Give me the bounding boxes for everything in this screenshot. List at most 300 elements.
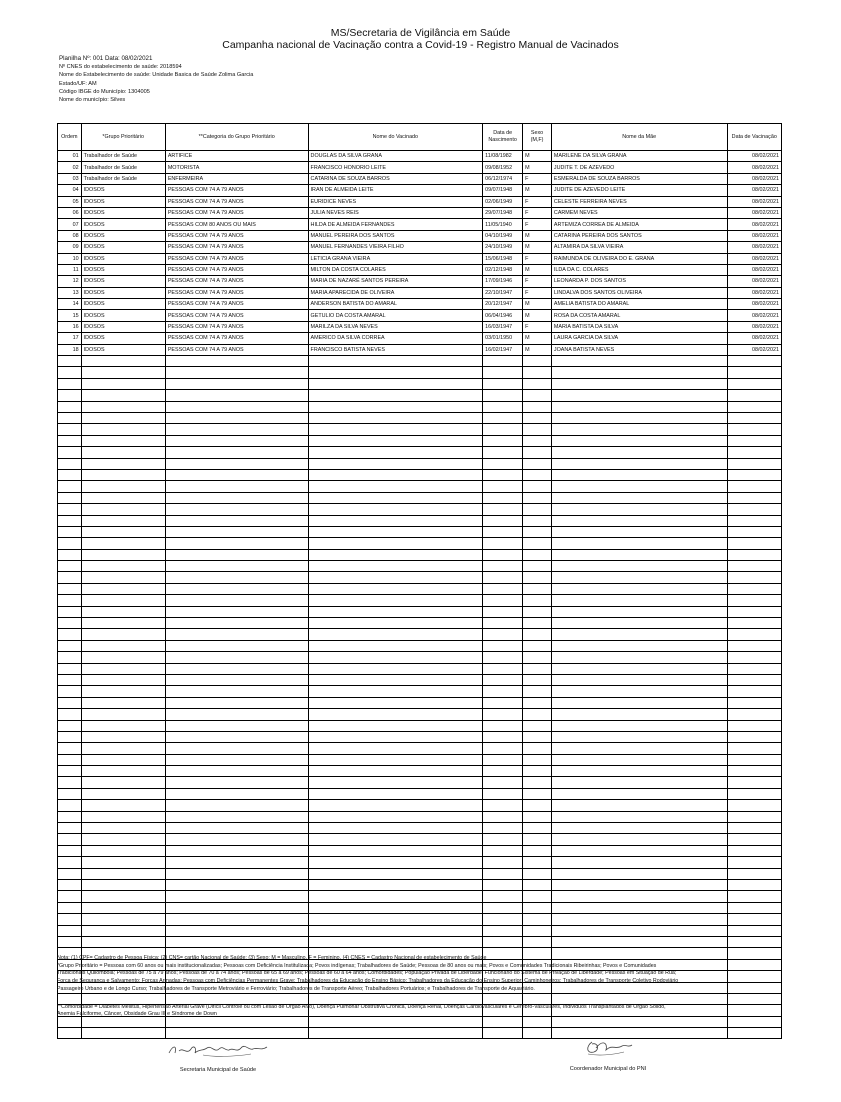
cell-ordem [58,390,82,401]
table-body [58,151,782,1039]
cell-mae [551,823,727,834]
cell-grupo [81,401,165,412]
cell-grupo: IDOSOS [81,230,165,241]
table-row-empty [58,435,782,446]
cell-grupo: IDOSOS [81,264,165,275]
signature-label-right: Coordenador Municipal do PNI [569,1066,647,1072]
cell-nascimento [483,504,523,515]
cell-ordem [58,811,82,822]
cell-nome: DOUGLAS DA SILVA GRANA [308,151,483,162]
cell-mae [551,925,727,936]
cell-nascimento: 06/12/1974 [483,173,523,184]
cell-mae: JUDITE DE AZEVEDO LEITE [551,185,727,196]
table-row-empty [58,743,782,754]
cell-mae [551,435,727,446]
cell-vacinacao [727,629,781,640]
cell-ordem [58,618,82,629]
cell-grupo: IDOSOS [81,219,165,230]
cell-nascimento [483,936,523,947]
cell-sexo [523,378,552,389]
table-row-empty [58,777,782,788]
table-row-empty [58,458,782,469]
cell-nome [308,618,483,629]
cell-ordem [58,800,82,811]
cell-vacinacao [727,447,781,458]
table-row-empty [58,891,782,902]
col-header-grupo: *Grupo Prioritário [81,124,165,151]
cell-nome: MANUEL FERNANDES VIEIRA FILHO [308,242,483,253]
cell-nascimento [483,754,523,765]
cell-nascimento: 11/08/1982 [483,151,523,162]
table-row-empty [58,788,782,799]
cell-vacinacao [727,595,781,606]
cell-mae: ROSA DA COSTA AMARAL [551,310,727,321]
cell-sexo [523,652,552,663]
cell-categoria [165,766,308,777]
table-row-empty [58,834,782,845]
cell-vacinacao: 08/02/2021 [727,242,781,253]
cell-categoria [165,845,308,856]
note-grupo-3: Força de Segurança e Salvamento; Forças Armadas; Pessoas com Deficiências Permanentes Grave; Trabalhadores da Educação do Ensino Básico; Trabalhadores da Educação do Ensino Superior; Caminhoneiros; Trabalhadores de Transporte Coletivo Rodoviário [57,978,679,985]
cell-nome [308,561,483,572]
cell-mae [551,595,727,606]
cell-grupo: IDOSOS [81,344,165,355]
cell-grupo [81,925,165,936]
cell-ordem [58,515,82,526]
cell-nascimento [483,515,523,526]
table-row-empty [58,367,782,378]
cell-mae [551,766,727,777]
cell-sexo [523,914,552,925]
cell-nascimento [483,629,523,640]
cell-ordem [58,731,82,742]
cell-grupo [81,606,165,617]
cell-nome: GETULIO DA COSTA AMARAL [308,310,483,321]
cell-mae [551,561,727,572]
cell-grupo [81,481,165,492]
cell-sexo [523,469,552,480]
cell-nascimento: 04/10/1949 [483,230,523,241]
cell-categoria [165,720,308,731]
cell-ordem [58,720,82,731]
cell-vacinacao [727,469,781,480]
cell-mae [551,538,727,549]
cell-sexo [523,504,552,515]
cell-nascimento [483,378,523,389]
cell-nascimento: 02/06/1949 [483,196,523,207]
cell-sexo [523,515,552,526]
table-row [58,196,782,207]
vaccination-register-table [57,123,782,1039]
cell-ordem [58,367,82,378]
cell-grupo [81,424,165,435]
cell-nascimento [483,595,523,606]
cell-mae: CATARINA PEREIRA DOS SANTOS [551,230,727,241]
cell-ordem: 17 [58,333,82,344]
cell-categoria [165,356,308,367]
cell-grupo [81,652,165,663]
cell-nome [308,401,483,412]
cell-mae: LINDALVA DOS SANTOS OLIVEIRA [551,287,727,298]
planilha-info: Planilha Nº: 001 Data: 08/02/2021 [59,55,153,62]
cell-ordem: 13 [58,287,82,298]
cell-sexo [523,823,552,834]
cell-ordem: 02 [58,162,82,173]
cell-mae [551,914,727,925]
cell-nascimento [483,800,523,811]
note-comorbidade-2: Anemia Falciforme, Câncer, Obsidade Grau III e Síndrome de Down [57,1011,217,1018]
cell-ordem [58,845,82,856]
cell-vacinacao [727,754,781,765]
table-row-empty [58,378,782,389]
cell-nome [308,572,483,583]
table-row-empty [58,868,782,879]
cell-categoria [165,606,308,617]
cell-grupo [81,515,165,526]
cell-categoria: PESSOAS COM 74 A 79 ANOS [165,242,308,253]
cell-vacinacao [727,674,781,685]
cell-sexo: M [523,230,552,241]
cell-categoria: ENFERMEIRA [165,173,308,184]
table-row-empty [58,845,782,856]
cell-sexo [523,390,552,401]
cell-ordem: 07 [58,219,82,230]
note-comorbidade-1: **Comorbidade = Diabetes Mellitus, Hipertensão Arterial Grave (Difícil Controle ou com Lesão de Orgão Alvo), Doença Pulmonar Obstrutiva Crônica, Doença Renal, Doenças Cardiovasculares e Cerebro-Vasculares, Individuos Transplantados de Orgão Sólido, [57,1003,666,1010]
cell-vacinacao [727,834,781,845]
cell-nome [308,595,483,606]
cell-sexo [523,481,552,492]
cell-grupo [81,447,165,458]
cell-grupo [81,549,165,560]
cell-nome [308,766,483,777]
cell-sexo [523,663,552,674]
municipality-name: Nome do município: Silves [59,97,126,104]
col-header-sexo: Sexo (M,F) [523,124,552,151]
cell-ordem [58,538,82,549]
cell-mae [551,458,727,469]
cell-vacinacao [727,743,781,754]
form-title-line1: MS/Secretaria de Vigilância em Saúde [330,27,511,39]
cell-nome [308,800,483,811]
cell-nascimento [483,526,523,537]
cell-grupo [81,845,165,856]
cell-nascimento [483,583,523,594]
table-row-empty [58,857,782,868]
cell-mae: MARILENE DA SILVA GRANA [551,151,727,162]
cell-sexo [523,401,552,412]
table-row [58,287,782,298]
cell-grupo [81,378,165,389]
cell-grupo [81,743,165,754]
table-row-empty [58,914,782,925]
cell-ordem [58,458,82,469]
cell-sexo: F [523,173,552,184]
table-row [58,173,782,184]
cell-mae [551,378,727,389]
cell-mae [551,469,727,480]
cell-grupo [81,458,165,469]
table-row-empty [58,469,782,480]
cell-nascimento [483,549,523,560]
cell-sexo: M [523,333,552,344]
cell-mae: JOANA BATISTA NEVES [551,344,727,355]
cell-mae [551,424,727,435]
cell-sexo [523,583,552,594]
cell-nascimento [483,652,523,663]
cell-nascimento: 29/07/1948 [483,207,523,218]
table-row-empty [58,674,782,685]
cell-vacinacao [727,914,781,925]
cell-sexo [523,356,552,367]
cell-mae: ARTEMIZA CORREA DE ALMEIDA [551,219,727,230]
cell-mae [551,618,727,629]
cell-grupo: IDOSOS [81,207,165,218]
cell-ordem [58,686,82,697]
table-row-empty [58,595,782,606]
ibge-code: Código IBGE do Município: 1304005 [59,88,150,95]
cell-categoria: PESSOAS COM 74 A 79 ANOS [165,333,308,344]
cell-sexo [523,458,552,469]
cell-grupo [81,720,165,731]
cell-nome [308,629,483,640]
cell-grupo: IDOSOS [81,299,165,310]
cell-categoria [165,880,308,891]
note-grupo-1: *Grupo Prioritário = Pessoas com 60 anos ou mais institucionalizadas; Pessoas com Deficiência Institulizada; Povos indígenas; Trabalhadores de Saúde; Pessoas de 80 anos ou mais; Povos e Comunidades Tradicionais Ribeirinhas; Povos e Comunidades [57,962,657,969]
cell-ordem: 04 [58,185,82,196]
cell-sexo [523,902,552,913]
cell-grupo [81,868,165,879]
note-grupo-4: Passageiro Urbano e de Longo Curso; Trabalhadores de Transporte Metroviário e Ferroviário; Trabalhadores de Transporte Aéreo; Trabalhadores Portuários; e Trabalhadores de Transporte de Aquaviário. [57,985,535,992]
cell-nome [308,834,483,845]
cell-grupo [81,367,165,378]
cell-ordem [58,777,82,788]
cell-nascimento: 16/03/1947 [483,321,523,332]
cell-nome [308,1028,483,1039]
cell-categoria [165,424,308,435]
cell-vacinacao [727,424,781,435]
cell-ordem [58,606,82,617]
cell-nome [308,823,483,834]
cell-categoria [165,823,308,834]
cell-nascimento [483,902,523,913]
cell-sexo: M [523,242,552,253]
cell-sexo [523,936,552,947]
table-row-empty [58,412,782,423]
cell-categoria [165,583,308,594]
cell-mae [551,481,727,492]
cell-vacinacao: 08/02/2021 [727,264,781,275]
cell-nascimento [483,697,523,708]
cell-ordem [58,914,82,925]
cell-ordem [58,697,82,708]
cell-vacinacao [727,561,781,572]
cell-nome [308,868,483,879]
cell-nome [308,447,483,458]
cell-grupo [81,595,165,606]
table-row [58,242,782,253]
cell-nascimento [483,481,523,492]
table-header-row [58,124,782,151]
cell-ordem: 08 [58,230,82,241]
cell-nome [308,424,483,435]
cell-vacinacao [727,618,781,629]
cell-vacinacao: 08/02/2021 [727,207,781,218]
cell-nome [308,811,483,822]
cell-mae [551,686,727,697]
cell-categoria [165,435,308,446]
table-row [58,253,782,264]
cell-ordem [58,561,82,572]
table-row [58,230,782,241]
cell-categoria [165,674,308,685]
cell-vacinacao: 08/02/2021 [727,321,781,332]
cell-nascimento [483,857,523,868]
cell-categoria [165,401,308,412]
cell-ordem [58,834,82,845]
cell-categoria [165,936,308,947]
cell-nome [308,663,483,674]
cell-nome [308,731,483,742]
cell-nome [308,481,483,492]
table-row-empty [58,709,782,720]
cell-sexo [523,697,552,708]
cell-grupo [81,538,165,549]
cell-mae: ALTAMIRA DA SILVA VIEIRA [551,242,727,253]
cell-vacinacao [727,811,781,822]
cell-vacinacao [727,640,781,651]
cell-vacinacao [727,504,781,515]
cell-mae [551,504,727,515]
table-row-empty [58,618,782,629]
table-row-empty [58,800,782,811]
cell-vacinacao [727,549,781,560]
table-row-empty [58,424,782,435]
cell-ordem [58,378,82,389]
cell-nome: AMERICO DA SILVA CORREA [308,333,483,344]
cell-ordem: 09 [58,242,82,253]
cell-grupo [81,834,165,845]
cell-categoria: PESSOAS COM 74 A 79 ANOS [165,185,308,196]
cell-ordem [58,401,82,412]
cell-categoria [165,549,308,560]
cell-vacinacao: 08/02/2021 [727,333,781,344]
cell-ordem: 18 [58,344,82,355]
cell-mae [551,845,727,856]
table-row [58,276,782,287]
cell-categoria [165,412,308,423]
cell-sexo: F [523,253,552,264]
cell-nascimento: 02/12/1948 [483,264,523,275]
cell-categoria [165,914,308,925]
cell-vacinacao [727,891,781,902]
cell-sexo [523,811,552,822]
cell-mae: ESMERALDA DE SOUZA BARROS [551,173,727,184]
note-grupo-2: Tradicionais Quilombola; Pessoas de 75 a 79 anos; Pessoas de 70 a 74 anos; Pessoas de 65 a 69 anos; Pessoas de 60 a 64 anos; Comorbidades; População Privada de Liberdade; Funcionário do Sistema de Privação de Liberdade; Pessoas em Situação de Rua; [57,970,677,977]
cell-nascimento [483,412,523,423]
cell-grupo [81,572,165,583]
cell-nascimento [483,435,523,446]
cell-sexo [523,367,552,378]
cell-vacinacao: 08/02/2021 [727,162,781,173]
cell-ordem [58,572,82,583]
cell-categoria: PESSOAS COM 74 A 79 ANOS [165,321,308,332]
cell-sexo: F [523,276,552,287]
cell-grupo [81,800,165,811]
cell-ordem [58,629,82,640]
cell-categoria [165,526,308,537]
cell-nome [308,777,483,788]
cell-mae [551,709,727,720]
cell-sexo: M [523,185,552,196]
cell-categoria [165,777,308,788]
cell-nome [308,743,483,754]
cell-grupo [81,674,165,685]
cell-nome [308,914,483,925]
cell-nome [308,378,483,389]
cell-mae [551,549,727,560]
cell-grupo [81,561,165,572]
col-header-mae: Nome da Mãe [551,124,727,151]
cell-mae [551,412,727,423]
cell-sexo [523,492,552,503]
state-info: Estado/UF: AM [59,80,97,87]
cell-sexo: F [523,207,552,218]
cell-ordem: 06 [58,207,82,218]
table-row-empty [58,720,782,731]
table-row [58,299,782,310]
note-legend: Nota: (1) CPF= Cadastro de Pessoa Física; (2) CNS= cartão Nacional de Saúde; (3) Sexo: M = Masculino, F = Feminino, (4) CNES = Cadastro Nacional de estabelecimento de Saúde [57,955,487,961]
cell-grupo: IDOSOS [81,310,165,321]
cell-nome [308,538,483,549]
cell-vacinacao [727,800,781,811]
cell-vacinacao [727,458,781,469]
cell-nome [308,469,483,480]
table-row-empty [58,572,782,583]
cell-grupo [81,526,165,537]
table-row-empty [58,697,782,708]
cell-mae [551,902,727,913]
cell-vacinacao: 08/02/2021 [727,173,781,184]
col-header-nascimento: Data de Nascimento [483,124,523,151]
cell-sexo [523,435,552,446]
cell-sexo [523,720,552,731]
cell-nome: FRANCISCO BATISTA NEVES [308,344,483,355]
cell-sexo [523,538,552,549]
cell-mae [551,936,727,947]
cell-sexo [523,447,552,458]
table-row-empty [58,504,782,515]
table-row-empty [58,686,782,697]
cell-grupo [81,766,165,777]
cell-sexo [523,731,552,742]
cell-nome [308,880,483,891]
col-header-nome: Nome do Vacinado [308,124,483,151]
cell-mae: AMELIA BATISTA DO AMARAL [551,299,727,310]
table-row-empty [58,549,782,560]
cell-nascimento: 15/06/1948 [483,253,523,264]
cell-mae [551,788,727,799]
cell-mae [551,583,727,594]
cell-ordem [58,356,82,367]
cell-vacinacao [727,356,781,367]
table-row-empty [58,390,782,401]
cell-vacinacao [727,526,781,537]
cell-categoria [165,857,308,868]
cell-sexo [523,709,552,720]
cell-mae: LAURA GARCIA DA SILVA [551,333,727,344]
cell-nome: LETICIA GRANA VIEIRA [308,253,483,264]
cell-vacinacao: 08/02/2021 [727,230,781,241]
